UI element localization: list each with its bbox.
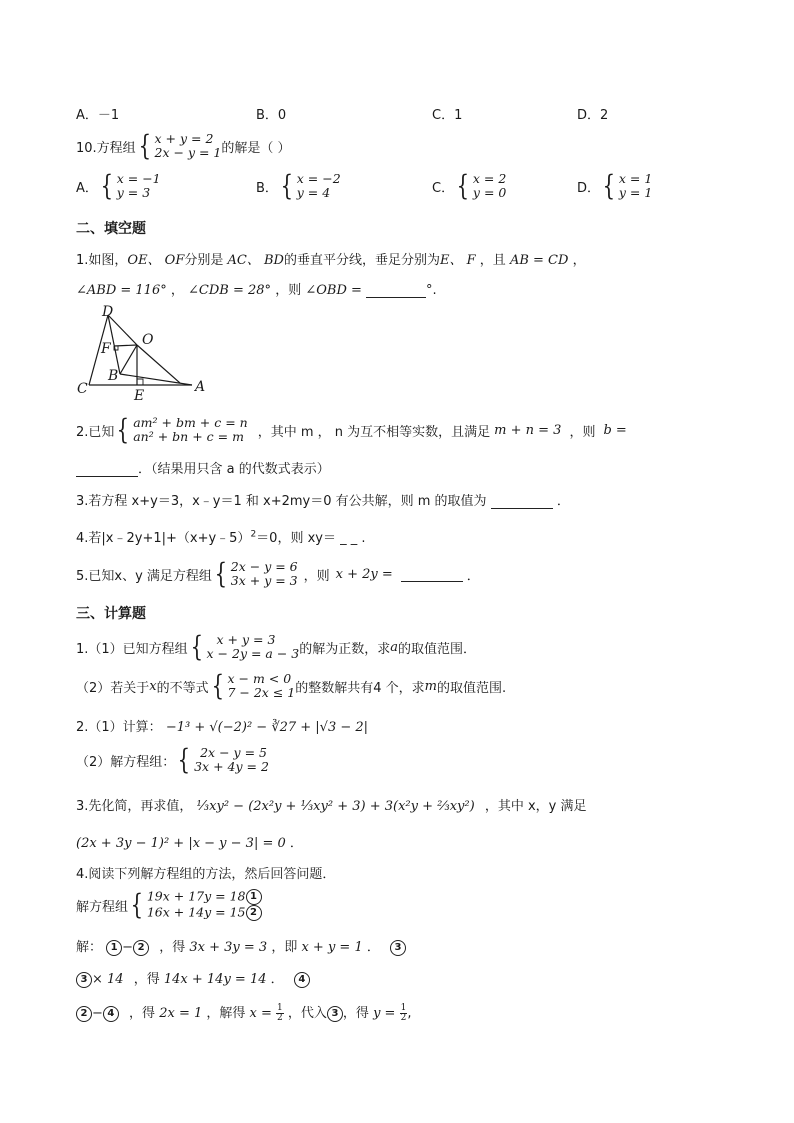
- label-b: B: [108, 368, 119, 384]
- circled-3: 3: [390, 940, 406, 956]
- segment-ba: [120, 374, 192, 385]
- label-o: O: [142, 332, 154, 348]
- calc4-step3: 2 − 4 ，得 2x = 1 ，解得 x = $\frac{1}{2}$ ，代入 3 ，得 y = $\frac{1}{2}$ ,: [76, 1002, 411, 1023]
- fill2-answer-blank[interactable]: [76, 462, 138, 477]
- calc4-step1: 解： 1 − 2 ，得 3x + 3y = 3 ，即 x + y = 1 ． 3: [76, 936, 406, 956]
- calc3-line1: 3.先化简，再求值， ⅓xy² − (2x²y + ⅓xy² + 3) + 3(x²y + ⅔xy²) ，其中 x，y 满足: [76, 799, 587, 814]
- calc1-part1: 1.（1）已知方程组 { x + y = 3 x − 2y = a − 3 的解为正数，求 a 的取值范围．: [76, 630, 477, 663]
- calc4-step2: 3 × 14 ，得 14x + 14y = 14 ． 4: [76, 968, 310, 988]
- q10-question: 10.方程组 { x + y = 2 2x − y = 1 的解是（ ）: [76, 129, 291, 162]
- q9-option-a: A．－1: [76, 108, 120, 123]
- section-title-calculation: 三、计算题: [76, 606, 146, 622]
- label-c: C: [77, 381, 88, 397]
- fill2-line1: 2.已知 { am² + bm + c = n an² + bn + c = m ，其中 m ， n 为互不相等实数，且满足 m + n = 3 ，则 b =: [76, 413, 627, 446]
- label-d: D: [102, 304, 114, 320]
- section-title-fill-in: 二、填空题: [76, 221, 146, 237]
- fill2-system: am² + bm + c = n an² + bn + c = m: [133, 415, 248, 444]
- calc4-intro: 4.阅读下列解方程组的方法，然后回答问题．: [76, 867, 336, 882]
- calc4-system: 解方程组 { 19x + 17y = 18 1 16x + 14y = 15 2: [76, 889, 262, 921]
- q10-option-b: B． { x = −2 y = 4: [256, 169, 341, 202]
- calc3-expression: ⅓xy² − (2x²y + ⅓xy² + 3) + 3(x²y + ⅔xy²): [196, 799, 475, 814]
- calc2-part1: 2.（1）计算： −1³ + √(−2)² − ∛27 + |√3 − 2|: [76, 720, 369, 735]
- circled-4: 4: [294, 972, 310, 988]
- calc2-expression: −1³ + √(−2)² − ∛27 + |√3 − 2|: [165, 720, 369, 735]
- fill5-system: 2x − y = 6 3x + y = 3: [230, 559, 298, 588]
- fill1-answer-blank[interactable]: [366, 283, 426, 298]
- fill1-line2: ∠ABD = 116° ， ∠CDB = 28° ，则 ∠OBD = °.: [76, 283, 437, 298]
- fraction-one-half-y: $\frac{1}{2}$: [400, 1003, 407, 1023]
- circled-2: 2: [246, 905, 262, 921]
- fraction-one-half: $\frac{1}{2}$: [277, 1003, 283, 1023]
- calc1-part2: （2）若关于 x 的不等式 { x − m < 0 7 − 2x ≤ 1 的整数解共有4 个，求 m 的取值范围.: [76, 669, 507, 702]
- q9-option-b: B．0: [256, 108, 287, 123]
- q9-option-c: C．1: [432, 108, 463, 123]
- circled-1: 1: [246, 889, 262, 905]
- q10-prefix: 10.方程组: [76, 140, 136, 156]
- q10-option-a: A． { x = −1 y = 3: [76, 169, 161, 202]
- q10-suffix: 的解是（ ）: [221, 140, 291, 156]
- label-e: E: [134, 388, 145, 404]
- right-angle-e: [137, 379, 143, 385]
- label-a: A: [195, 379, 206, 395]
- q10-system: x + y = 2 2x − y = 1: [154, 131, 222, 160]
- fill2-line2: ．（结果用只含 a 的代数式表示）: [76, 458, 330, 477]
- q10-option-d: D． { x = 1 y = 1: [577, 169, 653, 202]
- fill3-answer-blank[interactable]: [491, 494, 553, 509]
- fill4: 4.若|x﹣2y+1|+（x+y﹣5）$^2$＝0，则 xy＝ _ _ .: [76, 529, 366, 546]
- segment-fo: [114, 345, 137, 346]
- label-f: F: [101, 341, 111, 357]
- fill5-answer-blank[interactable]: [401, 567, 463, 582]
- geometry-figure: [72, 302, 212, 402]
- fill3: 3.若方程 x+y＝3，x﹣y＝1 和 x+2my＝0 有公共解，则 m 的取值为 ．: [76, 494, 570, 509]
- q10-option-c: C． { x = 2 y = 0: [432, 169, 507, 202]
- calc2-part2: （2）解方程组： { 2x − y = 5 3x + 4y = 2: [76, 743, 269, 776]
- q9-option-d: D．2: [577, 108, 609, 123]
- fill5: 5.已知x、y 满足方程组 { 2x − y = 6 3x + y = 3 ，则 x + 2y = ．: [76, 557, 480, 590]
- fill1-line1: 1.如图，OE、 OF分别是 AC、 BD的垂直平分线，垂足分别为E、 F ，且 AB = CD ，: [76, 253, 586, 268]
- segment-bo: [120, 345, 137, 374]
- calc3-line2: (2x + 3y − 1)² + |x − y − 3| = 0 ．: [76, 836, 303, 851]
